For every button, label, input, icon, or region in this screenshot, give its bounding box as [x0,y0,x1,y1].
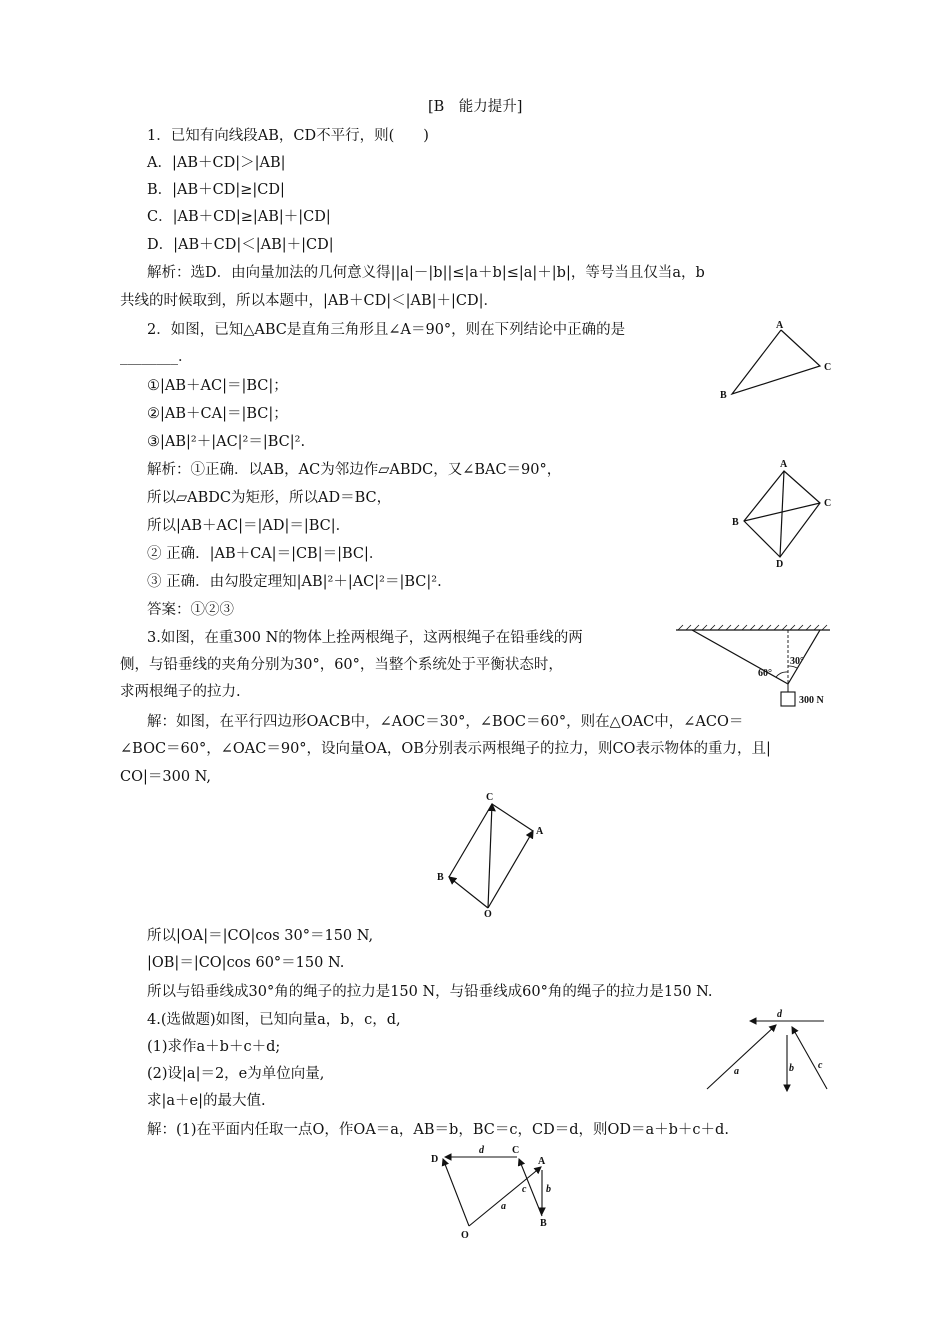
q2-item-2: ②|AB＋CA|＝|BC|； [147,406,288,422]
angle-60-label: 60° [758,668,772,679]
label-b: B [732,517,739,528]
q2-analysis-line2: 所以▱ABDC为矩形，所以AD＝BC， [147,490,392,506]
q3-solution-line1: 解：如图，在平行四边形OACB中，∠AOC＝30°，∠BOC＝60°，则在△OAC中，∠ACO＝ [147,714,744,730]
q3-after-line3: 所以与铅垂线成30°角的绳子的拉力是150 N，与铅垂线成60°角的绳子的拉力是150 N. [147,984,713,1000]
label-a: a [734,1066,739,1077]
label-vec-b: b [546,1184,551,1195]
label-d: d [777,1009,782,1020]
label-c: C [512,1145,520,1156]
q1-analysis-line1: 解析：选D．由向量加法的几何意义得||a|－|b||≤|a＋b|≤|a|＋|b|，等号当且仅当a，b [147,265,705,281]
q3-after-line1: 所以|OA|＝|CO|cos 30°＝150 N, [147,928,374,944]
q3-parallelogram-figure [430,788,560,918]
label-vec-d: d [479,1145,484,1156]
label-c: C [824,498,832,509]
q4-stem-line3: (2)设|a|＝2，e为单位向量, [147,1066,325,1082]
q3-stem-line3: 求两根绳子的拉力. [120,684,241,700]
label-a: A [538,1156,546,1167]
label-c: C [824,362,832,373]
label-o: O [484,909,492,918]
label-a: A [780,459,788,470]
q2-triangle-figure [712,318,842,403]
label-o: O [461,1230,469,1241]
q3-stem-line1: 3.如图，在重300 N的物体上拴两根绳子，这两根绳子在铅垂线的两 [147,630,583,646]
q3-solution-line3: CO|＝300 N, [120,769,212,785]
q3-solution-line2: ∠BOC＝60°，∠OAC＝90°，设向量OA，OB分别表示两根绳子的拉力，则CO表示物体的重力，且| [120,741,771,757]
label-d: D [431,1154,439,1165]
label-c: c [818,1060,823,1071]
q2-analysis-line3: 所以|AB＋AC|＝|AD|＝|BC|． [147,518,351,534]
label-vec-c: c [522,1184,527,1195]
q2-rectangle-figure [728,455,843,570]
label-b: B [437,872,444,883]
q4-solution-line1: 解：(1)在平面内任取一点O，作OA＝a，AB＝b，BC＝c，CD＝d，则OD＝a＋b＋c＋d. [147,1122,729,1138]
label-vec-a: a [501,1201,506,1212]
q1-option-a: A．|AB＋CD|＞|AB| [147,155,286,171]
weight-label: 300 N [799,695,824,706]
q4-stem-line4: 求|a＋e|的最大值. [147,1093,266,1109]
q2-item-1: ①|AB＋AC|＝|BC|； [147,378,288,394]
q4-stem-line1: 4.(选做题)如图，已知向量a，b，c，d, [147,1012,401,1028]
q1-option-b: B．|AB＋CD|≥|CD| [147,182,285,198]
q3-after-line2: |OB|＝|CO|cos 60°＝150 N. [147,955,345,971]
angle-30-label: 30° [790,656,804,667]
q1-option-d: D．|AB＋CD|＜|AB|＋|CD| [147,237,334,253]
q4-construction-figure [423,1140,568,1245]
q2-analysis-line5: ③ 正确．由勾股定理知|AB|²＋|AC|²＝|BC|². [147,574,442,590]
q2-stem-line1: 2．如图，已知△ABC是直角三角形且∠A＝90°，则在下列结论中正确的是 [147,322,626,338]
q2-answer: 答案：①②③ [147,602,234,618]
q4-stem-line2: (1)求作a＋b＋c＋d; [147,1039,281,1055]
q2-analysis-line4: ② 正确．|AB＋CA|＝|CB|＝|BC|． [147,546,384,562]
label-b: B [540,1218,547,1229]
q2-item-3: ③|AB|²＋|AC|²＝|BC|². [147,434,306,450]
label-a: A [776,320,784,331]
q1-analysis-line2: 共线的时候取到，所以本题中，|AB＋CD|＜|AB|＋|CD|． [120,293,499,309]
q2-analysis-line1: 解析：①正确．以AB，AC为邻边作▱ABDC，又∠BAC＝90°， [147,462,562,478]
label-b: B [720,390,727,401]
q2-stem-blank: ________． [120,349,193,365]
label-d: D [776,559,784,570]
label-c: C [486,792,494,803]
q1-stem: 1．已知有向线段AB，CD不平行，则( ) [147,128,429,144]
section-title: [B 能力提升] [428,99,523,115]
q4-vectors-figure [700,1005,835,1095]
label-a: A [536,826,544,837]
q1-option-c: C．|AB＋CD|≥|AB|＋|CD| [147,209,331,225]
q3-rope-figure [672,622,837,712]
q3-stem-line2: 侧，与铅垂线的夹角分别为30°，60°，当整个系统处于平衡状态时， [120,657,563,673]
label-b: b [789,1063,794,1074]
